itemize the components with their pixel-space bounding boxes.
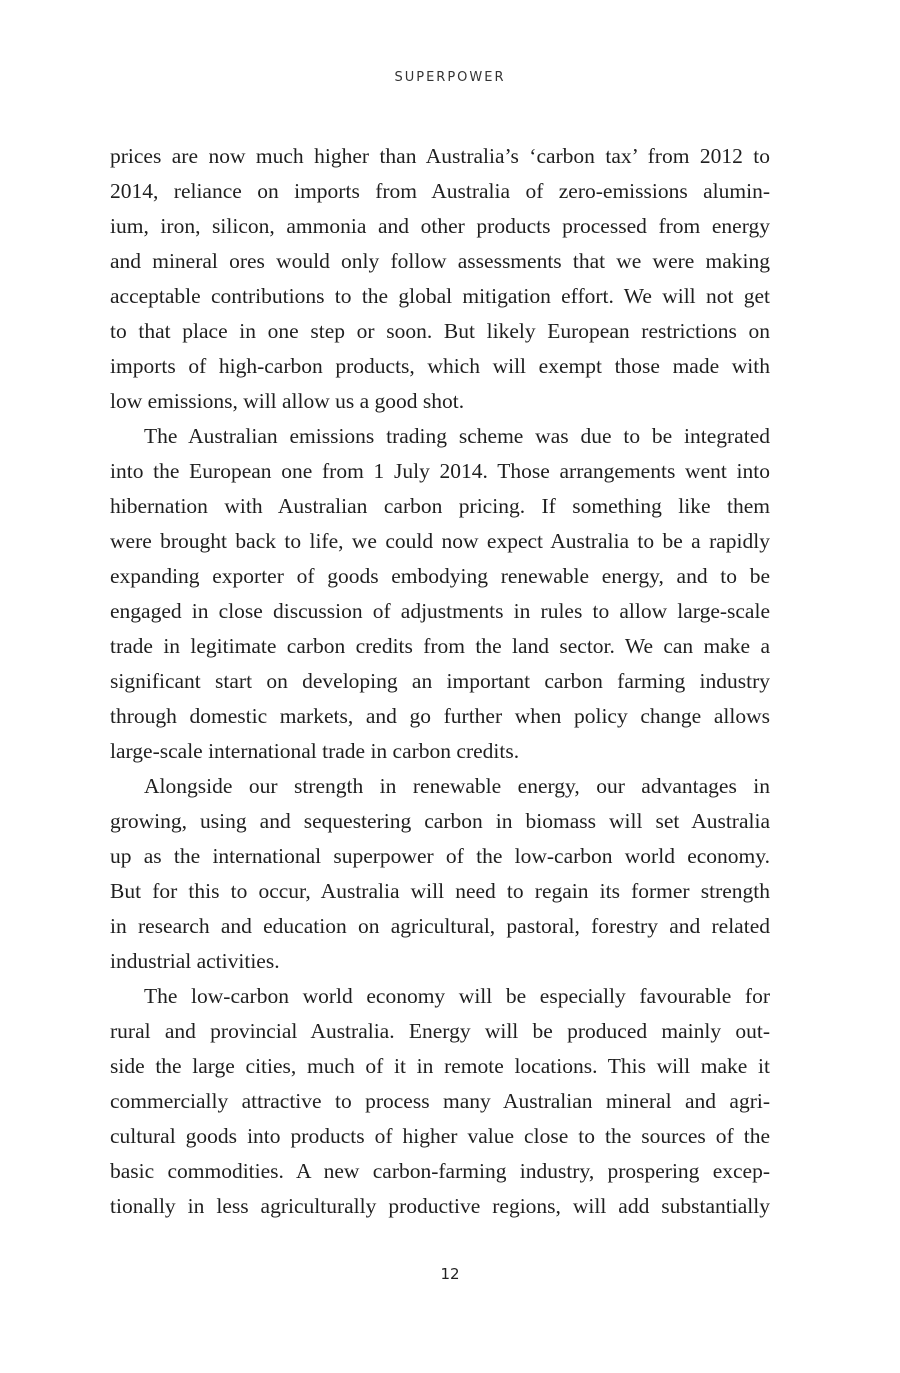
body-text <box>110 139 770 1224</box>
text-line: basic commodities. A new carbon-farming industry, prospering excep- <box>110 1159 770 1183</box>
text-line: expanding exporter of goods embodying renewable energy, and to be <box>110 564 770 588</box>
text-line: significant start on developing an important carbon farming industry <box>110 669 770 693</box>
text-line: side the large cities, much of it in remote locations. This will make it <box>110 1054 770 1078</box>
text-line: acceptable contributions to the global mitigation effort. We will not get <box>110 284 770 308</box>
paragraph <box>110 139 770 419</box>
text-line: Alongside our strength in renewable energy, our advantages in <box>144 774 770 798</box>
text-line: engaged in close discussion of adjustments in rules to allow large-scale <box>110 599 770 623</box>
text-line: and mineral ores would only follow assessments that we were making <box>110 249 770 273</box>
text-line: rural and provincial Australia. Energy will be produced mainly out- <box>110 1019 770 1043</box>
page-number: 12 <box>440 1265 460 1283</box>
text-line: commercially attractive to process many Australian mineral and agri- <box>110 1089 770 1113</box>
paragraph <box>110 979 770 1224</box>
text-line: into the European one from 1 July 2014. Those arrangements went into <box>110 459 770 483</box>
paragraph <box>110 419 770 769</box>
running-head: SUPERPOWER <box>394 70 506 85</box>
text-line: The Australian emissions trading scheme was due to be integrated <box>144 424 770 448</box>
text-line: industrial activities. <box>110 949 280 973</box>
text-line: But for this to occur, Australia will need to regain its former strength <box>110 879 770 903</box>
text-line: through domestic markets, and go further when policy change allows <box>110 704 770 728</box>
text-line: hibernation with Australian carbon pricing. If something like them <box>110 494 770 518</box>
text-line: tionally in less agriculturally productive regions, will add substantially <box>110 1194 770 1218</box>
text-line: prices are now much higher than Australia’s ‘carbon tax’ from 2012 to <box>110 144 770 168</box>
text-line: growing, using and sequestering carbon in biomass will set Australia <box>110 809 770 833</box>
text-line: The low-carbon world economy will be especially favourable for <box>144 984 770 1008</box>
text-line: up as the international superpower of the low-carbon world economy. <box>110 844 770 868</box>
text-line: low emissions, will allow us a good shot. <box>110 389 465 413</box>
paragraph <box>110 769 770 979</box>
text-line: 2014, reliance on imports from Australia of zero-emissions alumin- <box>110 179 770 203</box>
text-line: in research and education on agricultural, pastoral, forestry and related <box>110 914 770 938</box>
text-line: cultural goods into products of higher value close to the sources of the <box>110 1124 770 1148</box>
text-line: to that place in one step or soon. But likely European restrictions on <box>110 319 770 343</box>
text-line: were brought back to life, we could now expect Australia to be a rapidly <box>110 529 770 553</box>
text-line: large-scale international trade in carbon credits. <box>110 739 520 763</box>
text-line: trade in legitimate carbon credits from the land sector. We can make a <box>110 634 770 658</box>
text-line: ium, iron, silicon, ammonia and other products processed from energy <box>110 214 770 238</box>
text-line: imports of high-carbon products, which will exempt those made with <box>110 354 770 378</box>
